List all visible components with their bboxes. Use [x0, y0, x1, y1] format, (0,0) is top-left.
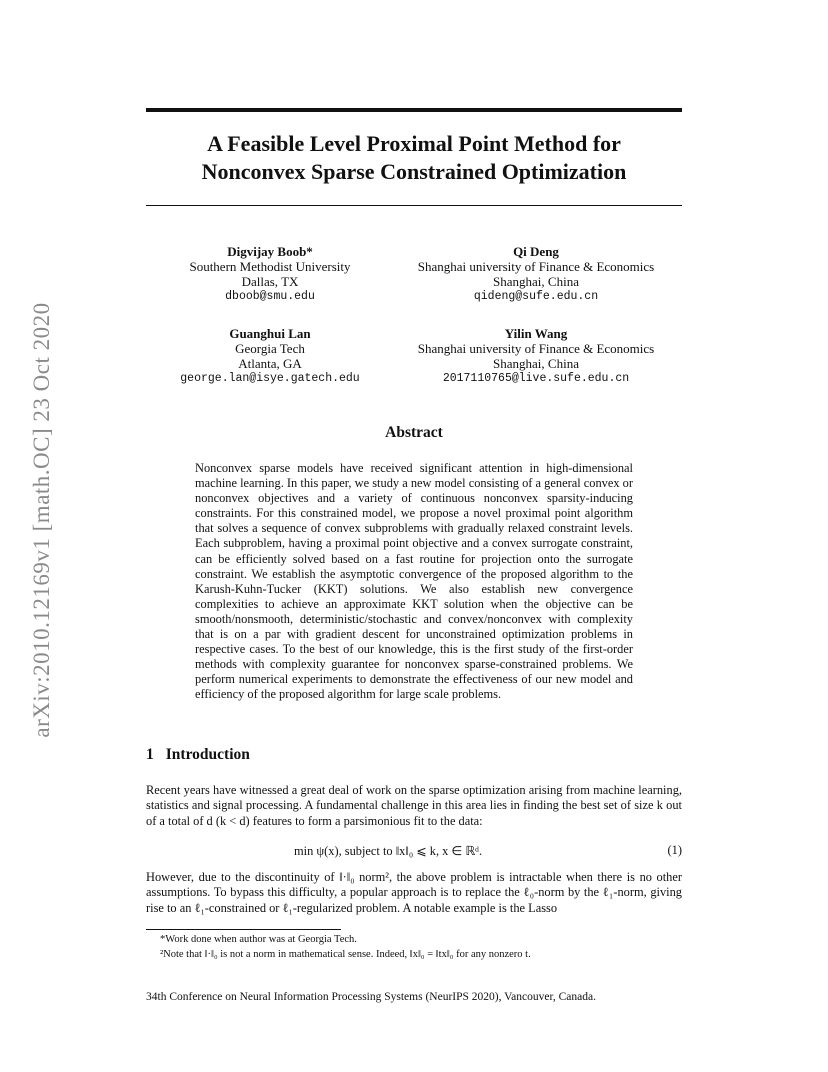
section-number: 1	[146, 746, 154, 763]
equation-number: (1)	[667, 843, 682, 857]
author-email: 2017110765@live.sufe.edu.cn	[442, 372, 630, 385]
arxiv-stamp: arXiv:2010.12169v1 [math.OC] 23 Oct 2020	[29, 302, 54, 738]
author-location: Shanghai, China	[493, 356, 579, 371]
section-title: Introduction	[165, 746, 250, 763]
author-email: qideng@sufe.edu.cn	[473, 290, 599, 303]
equation-body: min ψ(x), subject to ‖x‖₀ ⩽ k, x ∈ ℝᵈ.	[294, 844, 483, 858]
intro-paragraph-2: However, due to the discontinuity of ‖·‖₀ norm², the above problem is intractable when there is no other assumptions. To bypass this difficulty, a popular approach is to replace the ℓ₀-norm by the ℓ₁-norm, giving rise to an ℓ₁-constrained or ℓ₁-regularized problem. A notable example is the Lasso	[146, 870, 682, 915]
footnote-2: ²Note that ‖·‖₀ is not a norm in mathematical sense. Indeed, ‖x‖₀ = ‖tx‖₀ for any nonzero t.	[160, 949, 531, 960]
author-location: Shanghai, China	[493, 274, 579, 289]
author-block	[170, 244, 370, 304]
author-block	[160, 326, 380, 386]
title-top-rule	[146, 108, 682, 112]
intro-paragraph-1: Recent years have witnessed a great deal of work on the sparse optimization arising from machine learning, statistics and signal processing. A fundamental challenge in this area lies in finding the best set of size k out of a total of d (k < d) features to form a parsimonious fit to the data:	[146, 783, 682, 828]
author-affiliation: Georgia Tech	[235, 341, 305, 356]
title-line-1: A Feasible Level Proximal Point Method for	[207, 131, 621, 156]
author-name: Qi Deng	[513, 244, 559, 259]
footnote-1: *Work done when author was at Georgia Tech.	[160, 934, 357, 945]
author-name: Digvijay Boob*	[227, 244, 313, 259]
author-email: dboob@smu.edu	[225, 290, 315, 303]
author-affiliation: Shanghai university of Finance & Economics	[417, 259, 655, 274]
title-line-2: Nonconvex Sparse Constrained Optimization	[201, 159, 627, 184]
section-heading	[146, 746, 250, 764]
paper-title	[146, 130, 682, 186]
author-location: Atlanta, GA	[238, 356, 302, 371]
abstract-heading: Abstract	[385, 424, 443, 441]
author-block	[386, 244, 686, 304]
author-block	[386, 326, 686, 386]
author-name: Yilin Wang	[504, 326, 568, 341]
abstract-text: Nonconvex sparse models have received significant attention in high-dimensional machine learning. In this paper, we study a new model consisting of a general convex or nonconvex objectives and a variety of continuous nonconvex sparsity-inducing constraints. For this constrained model, we propose a novel proximal point algorithm that solves a sequence of convex subproblems with gradually relaxed constraint levels. Each subproblem, having a proximal point objective and a convex surrogate constraint, can be efficiently solved based on a fast routine for projection onto the surrogate constraint. We establish the asymptotic convergence of the proposed algorithm to the Karush-Kuhn-Tucker (KKT) solutions. We also establish new convergence complexities to achieve an approximate KKT solution when the objective can be smooth/nonsmooth, deterministic/stochastic and convex/nonconvex with complexity that is on a par with gradient descent for unconstrained optimization problems in respective cases. To the best of our knowledge, this is the first study of the first-order methods with complexity guarantee for nonconvex sparse-constrained problems. We perform numerical experiments to demonstrate the effectiveness of our new model and efficiency of the proposed algorithm for large scale problems.	[195, 461, 633, 702]
author-affiliation: Southern Methodist University	[189, 259, 351, 274]
author-email: george.lan@isye.gatech.edu	[180, 372, 360, 385]
author-affiliation: Shanghai university of Finance & Economics	[417, 341, 655, 356]
footnote-rule	[146, 929, 341, 930]
author-name: Guanghui Lan	[229, 326, 311, 341]
conference-footer: 34th Conference on Neural Information Processing Systems (NeurIPS 2020), Vancouver, Canada.	[146, 991, 596, 1003]
author-location: Dallas, TX	[241, 274, 299, 289]
title-bottom-rule	[146, 205, 682, 206]
